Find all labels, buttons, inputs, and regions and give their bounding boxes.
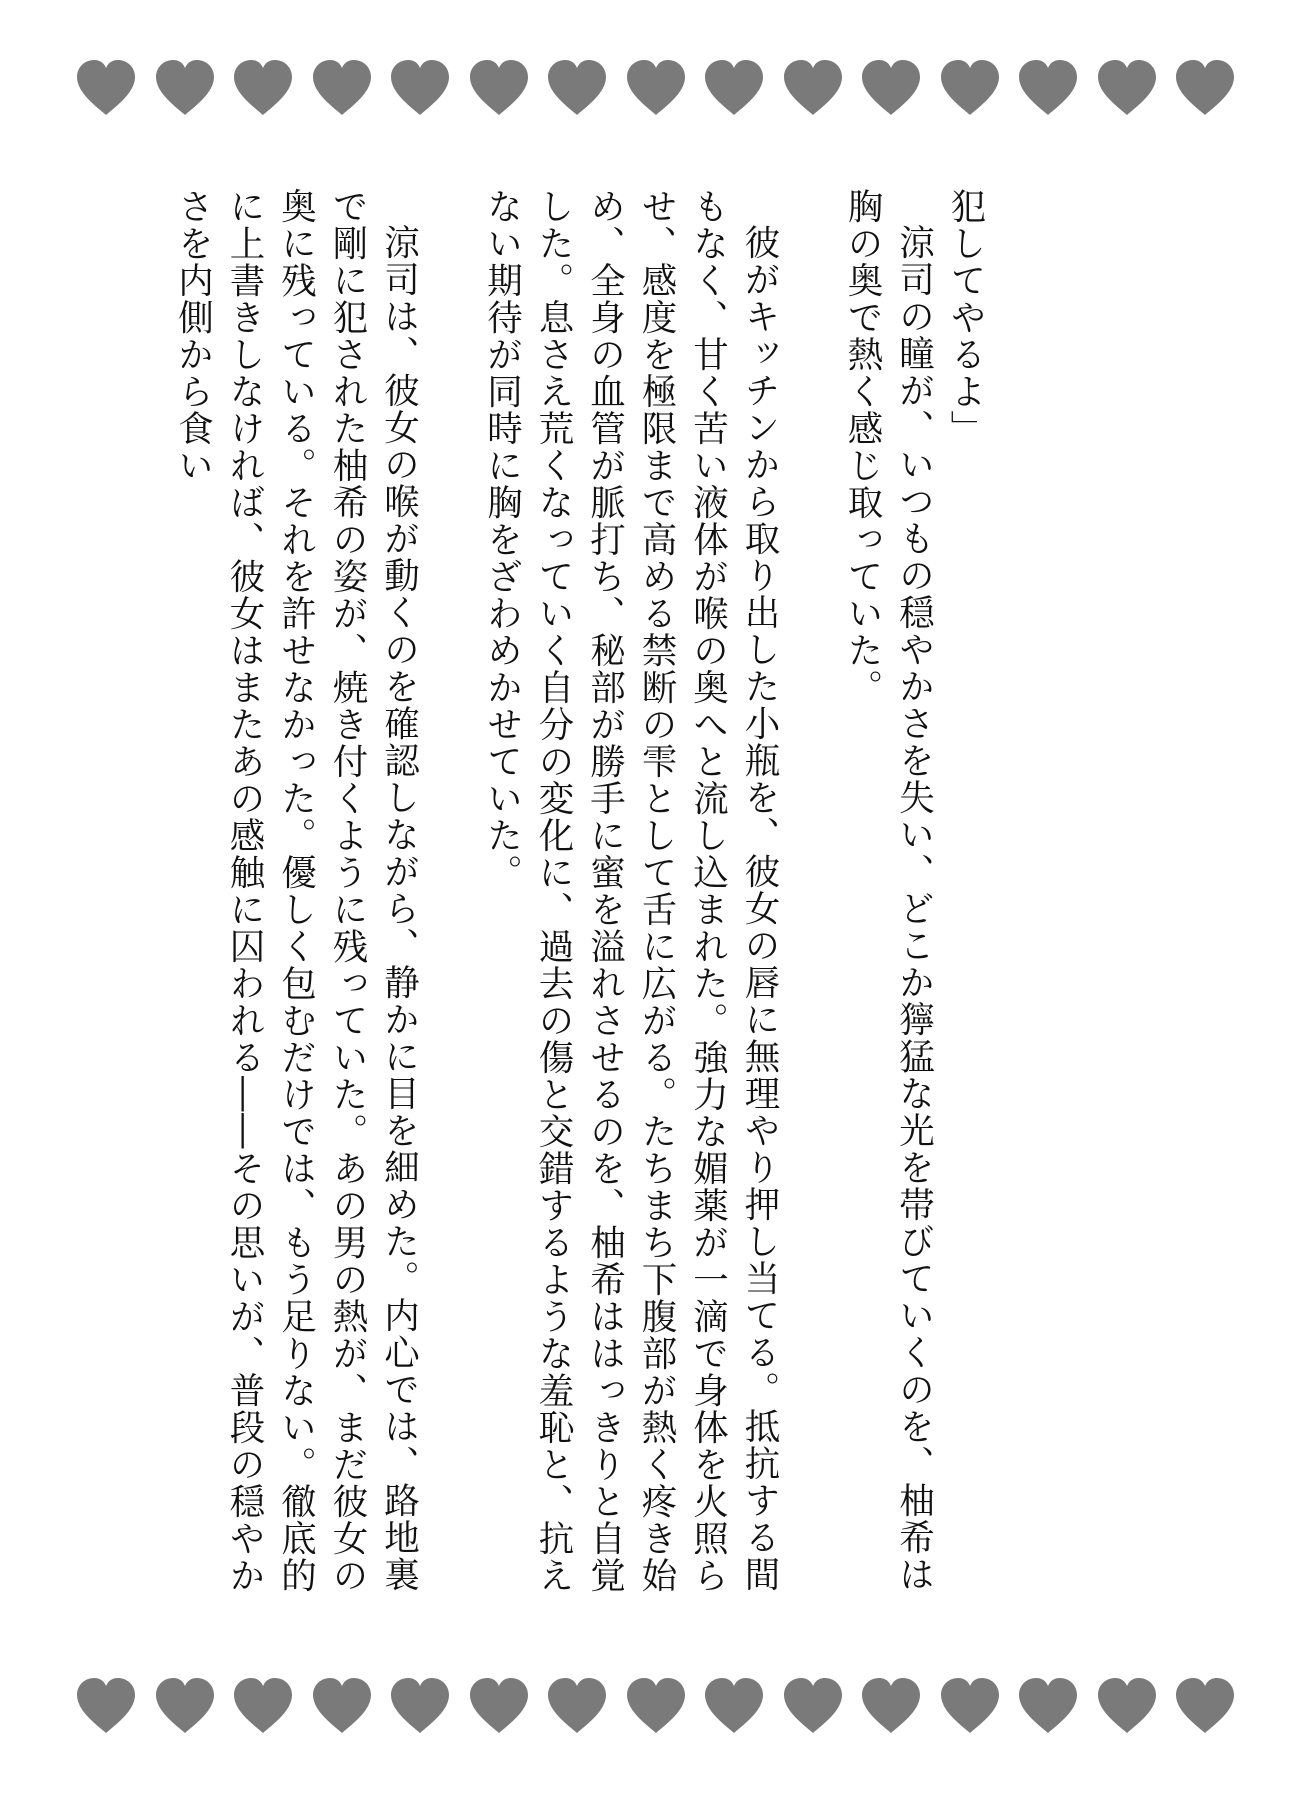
paragraph-spacer	[785, 188, 837, 1628]
heart-icon	[75, 59, 137, 117]
heart-icon	[389, 1677, 451, 1735]
heart-icon	[1017, 1677, 1079, 1735]
heart-icon	[311, 1677, 373, 1735]
heart-border-bottom	[75, 1674, 1236, 1738]
heart-icon	[75, 1677, 137, 1735]
heart-icon	[1174, 59, 1236, 117]
paragraph: 犯してやるよ」	[945, 188, 986, 447]
heart-icon	[782, 59, 844, 117]
heart-icon	[860, 1677, 922, 1735]
heart-icon	[625, 59, 687, 117]
heart-icon	[232, 1677, 294, 1735]
heart-icon	[154, 59, 216, 117]
paragraph: 涼司の瞳が、いつもの穏やかさを失い、どこか獰猛な光を帯びていくのを、柚希は胸の奥で熱く感じ取っていた。	[842, 188, 935, 1593]
heart-icon	[1096, 59, 1158, 117]
heart-icon	[860, 59, 922, 117]
paragraph: 涼司は、彼女の喉が動くのを確認しながら、静かに目を細めた。内心では、路地裏で剛に犯された柚希の姿が、焼き付くように残っていた。あの男の熱が、まだ彼女の奥に残っている。それを許せなかった。優しく包むだけでは、もう足りない。徹底的に上書きしなければ、彼女はまたあの感触に囚われる――その思いが、普段の穏やかさを内側から食い	[172, 188, 420, 1594]
heart-icon	[468, 1677, 530, 1735]
heart-icon	[939, 59, 1001, 117]
heart-icon	[546, 1677, 608, 1735]
heart-icon	[311, 59, 373, 117]
novel-text	[167, 188, 991, 1628]
heart-border-top	[75, 56, 1236, 120]
heart-icon	[232, 59, 294, 117]
heart-icon	[1174, 1677, 1236, 1735]
heart-icon	[625, 1677, 687, 1735]
paragraph: 彼がキッチンから取り出した小瓶を、彼女の唇に無理やり押し当てる。抵抗する間もなく、甘く苦い液体が喉の奥へと流し込まれた。強力な媚薬が一滴で身体を火照らせ、感度を極限まで高める禁断の雫として舌に広がる。たちまち下腹部が熱く疼き始め、全身の血管が脈打ち、秘部が勝手に蜜を溢れさせるのを、柚希ははっきりと自覚した。息さえ荒くなっていく自分の変化に、過去の傷と交錯するような羞恥と、抗えない期待が同時に胸をざわめかせていた。	[481, 188, 780, 1594]
heart-icon	[1096, 1677, 1158, 1735]
heart-icon	[782, 1677, 844, 1735]
paragraph-spacer	[425, 188, 477, 1628]
heart-icon	[546, 59, 608, 117]
heart-icon	[703, 1677, 765, 1735]
heart-icon	[154, 1677, 216, 1735]
heart-icon	[703, 59, 765, 117]
heart-icon	[939, 1677, 1001, 1735]
heart-icon	[1017, 59, 1079, 117]
heart-icon	[389, 59, 451, 117]
heart-icon	[468, 59, 530, 117]
